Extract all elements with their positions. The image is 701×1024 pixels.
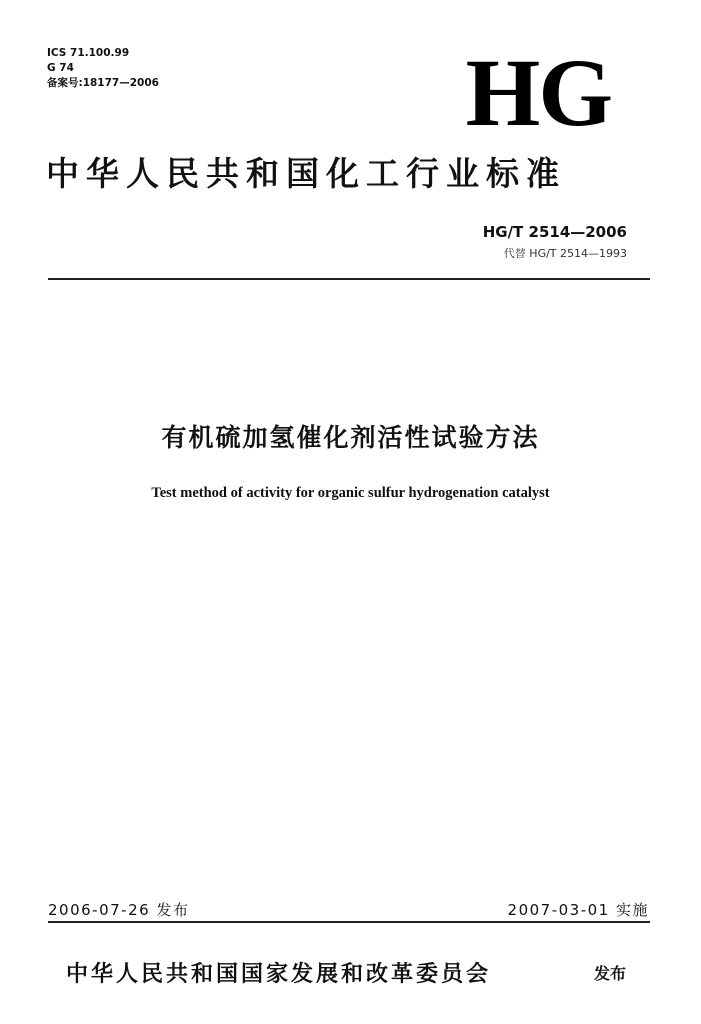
top-divider xyxy=(48,278,650,280)
bottom-divider xyxy=(48,921,650,923)
ics-code: ICS 71.100.99 xyxy=(47,47,130,59)
org-title: 中华人民共和国化工行业标准 xyxy=(46,154,566,193)
issue-date: 2006-07-26 发布 xyxy=(48,901,190,919)
ccs-code: G 74 xyxy=(47,62,74,74)
filing-number: 备案号:18177—2006 xyxy=(47,77,159,89)
replaces-standard: 代替 HG/T 2514—1993 xyxy=(503,247,627,260)
hg-logo: HG xyxy=(465,39,611,146)
issuer: 中华人民共和国国家发展和改革委员会 xyxy=(66,962,492,987)
chinese-title: 有机硫加氢催化剂活性试验方法 xyxy=(161,423,540,452)
classification-block xyxy=(47,46,159,91)
issuer-suffix: 发布 xyxy=(594,964,627,983)
standard-number: HG/T 2514—2006 xyxy=(482,223,627,241)
effective-date: 2007-03-01 实施 xyxy=(507,901,649,919)
english-title: Test method of activity for organic sulfur hydrogenation catalyst xyxy=(151,485,550,501)
